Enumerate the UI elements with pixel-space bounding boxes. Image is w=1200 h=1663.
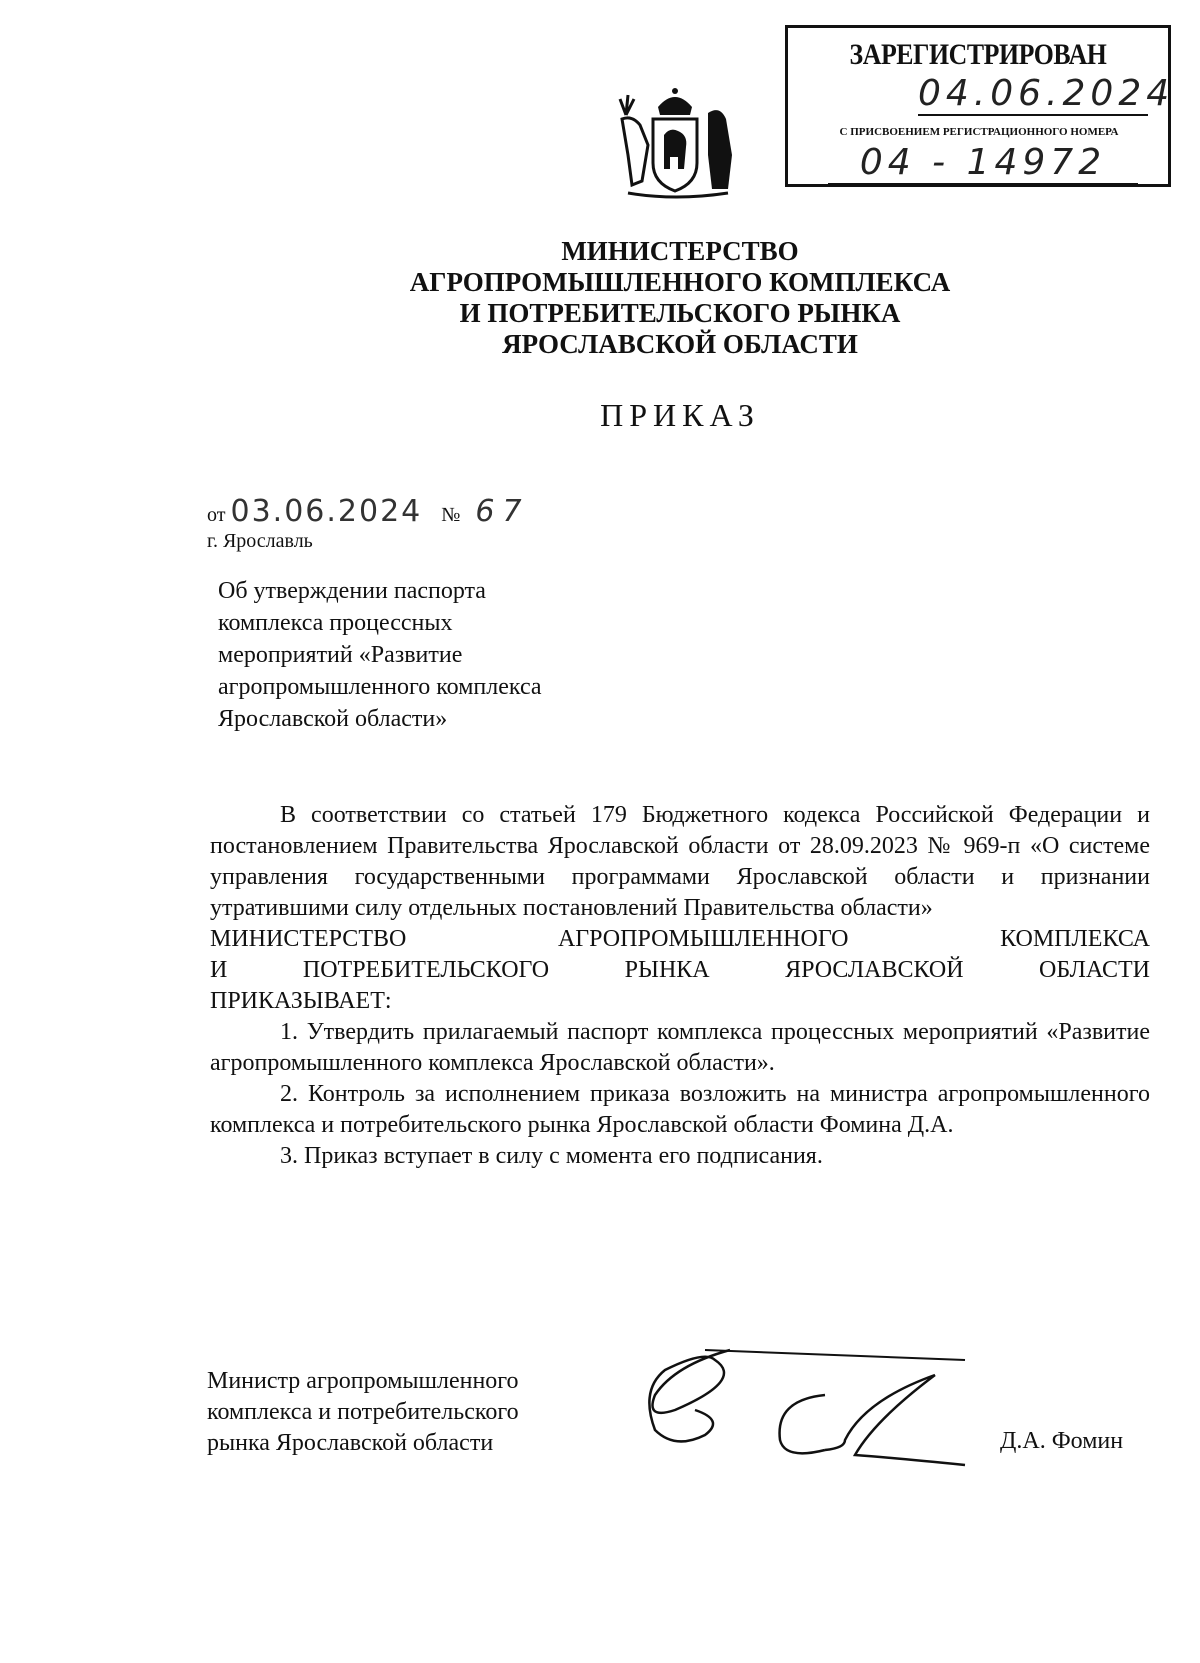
signatory-position bbox=[207, 1366, 627, 1459]
coat-of-arms-icon bbox=[608, 85, 743, 205]
subject-line: Об утверждении паспорта bbox=[218, 578, 486, 604]
document-type: ПРИКАЗ bbox=[600, 397, 760, 433]
stamp-date: 04.06.2024 bbox=[918, 73, 1175, 114]
preamble: В соответствии со статьей 179 Бюджетного кодекса Российской Федерации и постановлением Правительства Ярославской области от 28.09.2023 № 969-п «О системе управления государственными программами Ярославской области и признании утратившими силу отдельных постановлений Правительства области» bbox=[210, 802, 1150, 921]
order-item: 1. Утвердить прилагаемый паспорт комплекса процессных мероприятий «Развитие агропромышленного комплекса Ярославской области». bbox=[210, 1019, 1150, 1076]
subject-line: Ярославской области» bbox=[218, 706, 448, 732]
position-line: комплекса и потребительского bbox=[207, 1399, 519, 1425]
stamp-subtitle: С ПРИСВОЕНИЕМ РЕГИСТРАЦИОННОГО НОМЕРА bbox=[839, 126, 1119, 138]
from-label: от bbox=[207, 504, 226, 526]
date-number-row bbox=[207, 494, 530, 529]
order-number: 67 bbox=[475, 494, 530, 529]
order-item: 2. Контроль за исполнением приказа возложить на министра агропромышленного комплекса и потребительского рынка Ярославской области Фомина Д.А. bbox=[210, 1081, 1150, 1138]
position-line: Министр агропромышленного bbox=[207, 1368, 519, 1394]
subject-line: мероприятий «Развитие bbox=[218, 642, 463, 668]
orders-line: ПРИКАЗЫВАЕТ: bbox=[210, 988, 392, 1014]
signatory-name: Д.А. Фомин bbox=[1000, 1428, 1124, 1454]
ministry-header bbox=[340, 236, 1020, 360]
ministry-line: И ПОТРЕБИТЕЛЬСКОГО РЫНКА bbox=[459, 298, 901, 328]
ministry-line: АГРОПРОМЫШЛЕННОГО КОМПЛЕКСА bbox=[409, 267, 951, 297]
stamp-title: ЗАРЕГИСТРИРОВАН bbox=[849, 38, 1107, 71]
handwritten-signature bbox=[635, 1340, 1015, 1510]
order-body bbox=[210, 800, 1150, 1172]
ministry-line: МИНИСТЕРСТВО bbox=[561, 236, 799, 266]
order-date: 03.06.2024 bbox=[230, 494, 423, 529]
orders-line: МИНИСТЕРСТВО АГРОПРОМЫШЛЕННОГО КОМПЛЕКСА bbox=[210, 926, 1150, 952]
subject-line: комплекса процессных bbox=[218, 610, 453, 636]
city: г. Ярославль bbox=[207, 530, 313, 552]
orders-line: И ПОТРЕБИТЕЛЬСКОГО РЫНКА ЯРОСЛАВСКОЙ ОБЛАСТИ bbox=[210, 957, 1150, 983]
ministry-line: ЯРОСЛАВСКОЙ ОБЛАСТИ bbox=[502, 329, 858, 359]
position-line: рынка Ярославской области bbox=[207, 1430, 494, 1456]
order-subject bbox=[218, 575, 638, 735]
order-item: 3. Приказ вступает в силу с момента его подписания. bbox=[280, 1143, 823, 1169]
registration-stamp bbox=[785, 25, 1175, 187]
number-label: № bbox=[441, 504, 461, 526]
subject-line: агропромышленного комплекса bbox=[218, 674, 542, 700]
stamp-registration-number: 04 - 14972 bbox=[828, 143, 1138, 185]
